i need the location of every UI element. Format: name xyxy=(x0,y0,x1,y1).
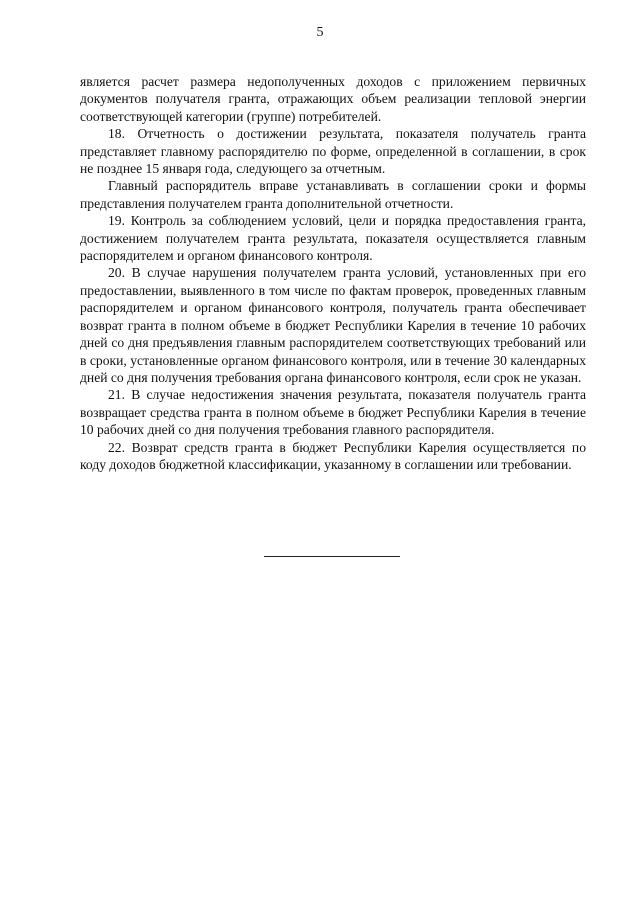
paragraph-19: 19. Контроль за соблюдением условий, цели и порядка предоставления гранта, достижением получателем гранта результата, показателя осуществляется главным распорядителем и органом финансового контроля. xyxy=(80,213,586,264)
page-number: 5 xyxy=(316,25,324,40)
paragraph-21: 21. В случае недостижения значения результата, показателя получатель гранта возвращает средства гранта в полном объеме в бюджет Республики Карелия в течение 10 рабочих дней со дня получения требования главного распорядителя. xyxy=(80,387,586,438)
end-separator-line xyxy=(264,556,400,557)
paragraph-18: 18. Отчетность о достижении результата, показателя получатель гранта представляет главному распорядителю по форме, определенной в соглашении, в срок не позднее 15 января года, следующего за отчетным. xyxy=(80,126,586,177)
paragraph-18-additional: Главный распорядитель вправе устанавливать в соглашении сроки и формы представления получателем гранта дополнительной отчетности. xyxy=(80,178,586,211)
paragraph-22: 22. Возврат средств гранта в бюджет Республики Карелия осуществляется по коду доходов бюджетной классификации, указанному в соглашении или требовании. xyxy=(80,439,586,472)
paragraph-20: 20. В случае нарушения получателем гранта условий, установленных при его предоставлении, выявленного в том числе по фактам проверок, проведенных главным распорядителем и органом финансового контроля, получатель гранта обеспечивает возврат гранта в полном объеме в бюджет Республики Карелия в течение 10 рабочих дней со дня предъявления главным распорядителем соответствующих требований или в сроки, установленные органом финансового контроля, или в течение 30 календарных дней со дня получения требования органа финансового контроля, если срок не указан. xyxy=(80,265,586,385)
paragraph-continuation: является расчет размера недополученных доходов с приложением первичных документов получателя гранта, отражающих объем реализации тепловой энергии соответствующей категории (группе) потребителей. xyxy=(80,74,586,124)
document-body xyxy=(80,73,586,473)
